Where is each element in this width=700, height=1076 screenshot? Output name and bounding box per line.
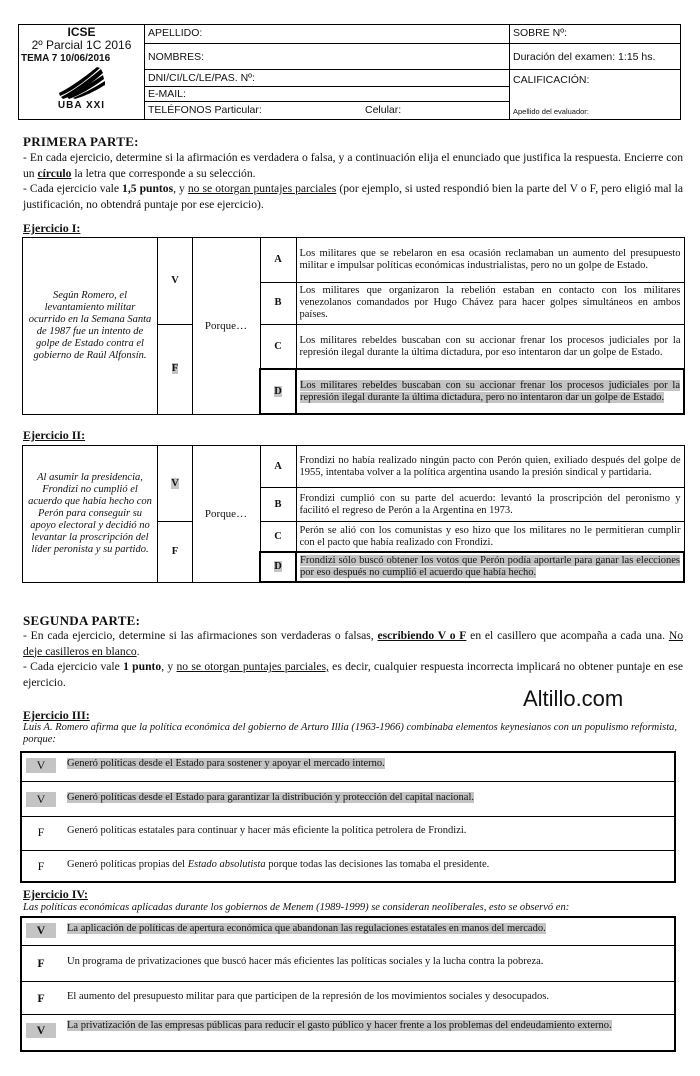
ej1-option-c: Los militares rebeldes buscaban con su accionar frenar los procesos judiciales por la represión ilegal durante la última dictadura, por eso intentaron dar un golpe de Estado. [296,325,684,370]
ej4-row-2-text: Un programa de privatizaciones que buscó hacer más eficientes las políticas sociales y la lucha contra la pobreza. [67,956,544,967]
ej4-row-3-mark[interactable]: F [37,991,45,1005]
part2-instruction-1: - En cada ejercicio, determine si las afirmaciones son verdaderas o falsas, escribiendo V o F en el casillero que acompaña a cada una. No deje casilleros en blanco. [23,629,683,658]
ej3-row-2 [22,782,674,817]
ej2-letter-b[interactable]: B [260,488,296,522]
field-nombres[interactable]: NOMBRES: [145,44,509,70]
ej2-porque: Porque… [193,446,261,583]
ej2-option-a: Frondizi no había realizado ningún pacto con Perón quien, exiliado después del golpe de 1955, intentaba volver a la política argentina usando la presión sindical y partidaria. [296,446,684,488]
ej3-row-4 [22,851,674,881]
ej4-row-3 [22,982,674,1015]
ej1-v-option[interactable]: V [158,238,193,325]
ej2-statement: Al asumir la presidencia, Frondizi no cumplió el acuerdo que había hecho con Perón para conseguir su apoyo electoral y decidió no levantar la proscripción del líder peronista y su partido. [23,446,158,583]
logo-title: ICSE [67,25,96,39]
field-email[interactable]: E-MAIL: [145,87,509,102]
ej4-row-2-mark[interactable]: F [37,956,45,970]
ej3-box [20,751,676,883]
part2-instruction-2: - Cada ejercicio vale 1 punto, y no se otorgan puntajes parciales, es decir, cualquier respuesta incorrecta implicará no obtener puntaje en ese ejercicio. [23,660,684,689]
ej1-letter-d[interactable] [260,369,296,414]
altillo-watermark: Altillo.com [523,686,624,711]
field-telefonos[interactable] [145,102,509,119]
ej1-porque: Porque… [193,238,261,415]
ej2-label: Ejercicio II: [23,428,86,442]
ej1-label: Ejercicio I: [23,221,81,235]
ej1-f-answer: F [171,363,179,375]
ej1-letter-b[interactable]: B [260,282,296,325]
ej1-option-a: Los militares que se rebelaron en esa ocasión reclamaban un aumento del presupuesto militar e impulsar políticas económicas industrialistas, pero no un golpe de Estado. [296,238,684,283]
ej2-f-option[interactable]: F [158,522,193,582]
logo-university: UBA XXI [57,100,106,111]
field-calificacion[interactable]: CALIFICACIÓN: [513,74,590,86]
telefonos-label: TELÉFONOS Particular: [148,104,262,116]
part1-title: PRIMERA PARTE: [23,134,139,149]
ej3-row-3-mark[interactable]: F [37,825,45,839]
ej2-letter-d-answer: D [274,560,282,572]
logo-tema-date: TEMA 7 10/06/2016 [21,53,111,64]
ej4-row-1-text: La aplicación de políticas de apertura económica que abandonan las regulaciones estatales en manos del mercado. [67,923,546,934]
ej4-row-1 [22,918,674,946]
ej1-table [22,237,685,415]
ej2-v-option[interactable] [158,446,193,522]
part2-title: SEGUNDA PARTE: [23,613,141,628]
ej2-letter-a[interactable]: A [260,446,296,488]
ej3-row-1 [22,753,674,782]
ej1-letter-d-answer: D [274,385,282,397]
field-sobre[interactable]: SOBRE Nº: [510,25,680,44]
ej4-row-4-text: La privatización de las empresas públicas para reducir el gasto público y hacer frente a los problemas del endeudamiento externo. [67,1020,612,1031]
ej2-letter-c[interactable]: C [260,522,296,552]
ej1-letter-c[interactable]: C [260,325,296,370]
ej3-row-1-text: Generó políticas desde el Estado para sostener y apoyar el mercado interno. [67,758,385,769]
exam-header [18,24,681,120]
ej3-row-3 [22,817,674,851]
ej3-row-1-mark[interactable]: V [26,758,56,773]
part1-instruction-2: - Cada ejercicio vale 1,5 puntos, y no se otorgan puntajes parciales (por ejemplo, si usted respondió bien la parte del V o F, pero eligió mal la justificación, no obtendrá puntaje por ese ejercicio). [23,182,683,211]
ej1-statement: Según Romero, el levantamiento militar ocurrido en la Semana Santa de 1987 fue un intento de golpe de Estado contra el gobierno de Raúl Alfonsín. [23,238,158,415]
ej1-f-option[interactable] [158,325,193,414]
ej3-row-4-mark[interactable]: F [37,859,45,873]
exam-duration: Duración del examen: 1:15 hs. [510,44,680,70]
ej4-row-3-text: El aumento del presupuesto militar para que participen de la represión de los movimientos sociales y desocupados. [67,991,549,1002]
ej3-row-2-mark[interactable]: V [26,792,56,807]
ej1-option-d [296,369,684,414]
uba-logo-icon [57,67,107,99]
field-apellido[interactable]: APELLIDO: [145,25,509,44]
ej3-intro: Luis A. Romero afirma que la política económica del gobierno de Arturo Illia (1963-1966) combinaba elementos keynesianos con un populismo reformista, porque: [23,722,678,745]
ej4-row-4 [22,1015,674,1050]
ej1-option-d-answer: Los militares rebeldes buscaban con su accionar frenar los procesos judiciales por la represión ilegal durante la última dictadura, pero no intentaron dar un golpe de Estado. [300,379,680,403]
ej2-v-answer: V [171,477,179,489]
ej4-label: Ejercicio IV: [23,887,88,901]
part1-instruction-1: - En cada ejercicio, determine si la afirmación es verdadera o falsa, y a continuación elija el enunciado que justifica la respuesta. Encierre con un círculo la letra que corresponde a su selección. [23,151,683,180]
logo-block [19,25,145,119]
ej4-intro: Las políticas económicas aplicadas durante los gobiernos de Menem (1989-1999) se consideran neoliberales, esto se observó en: [23,902,570,913]
logo-exam: 2º Parcial 1C 2016 [31,38,132,52]
ej4-row-4-mark[interactable]: V [26,1023,56,1038]
ej4-row-2 [22,946,674,982]
ej2-letter-d[interactable] [260,552,296,582]
celular-label: Celular: [365,104,402,116]
ej4-box [20,916,676,1052]
ej2-option-d-answer: Frondizi sólo buscó obtener los votos que Perón podía aportarle para ganar las elecciones por eso después no cumplió el acuerdo que había hecho. [300,554,680,578]
field-evaluador[interactable]: Apellido del evaluador: [513,107,589,116]
ej3-label: Ejercicio III: [23,708,90,722]
ej4-row-1-mark[interactable]: V [26,923,56,938]
ej1-option-b: Los militares que organizaron la rebelión estaban en contacto con los militares venezolanos comandados por Hugo Chávez para hacer golpes simultáneos en ambos países. [296,282,684,325]
part1-instructions [23,150,683,212]
ej3-row-4-text: Generó políticas propias del Estado absolutista porque todas las decisiones las tomaba el presidente. [67,859,490,870]
ej3-row-3-text: Generó políticas estatales para continuar y hacer más eficiente la política petrolera de Frondizi. [67,825,467,836]
ej2-table [22,445,685,583]
ej2-option-b: Frondizi cumplió con su parte del acuerdo: levantó la proscripción del peronismo y facilitó el regreso de Perón a la Argentina en 1973. [296,488,684,522]
ej3-row-2-text: Generó políticas desde el Estado para garantizar la distribución y protección del capital nacional. [67,792,475,803]
ej2-option-c: Perón se alió con los comunistas y eso hizo que los militares no le permitieran cumplir con el pacto que había realizado con Frondizi. [296,522,684,552]
ej2-option-d [296,552,684,582]
part2-instructions [23,628,683,690]
field-dni[interactable]: DNI/CI/LC/LE/PAS. Nº: [145,70,509,87]
ej1-letter-a[interactable]: A [260,238,296,283]
